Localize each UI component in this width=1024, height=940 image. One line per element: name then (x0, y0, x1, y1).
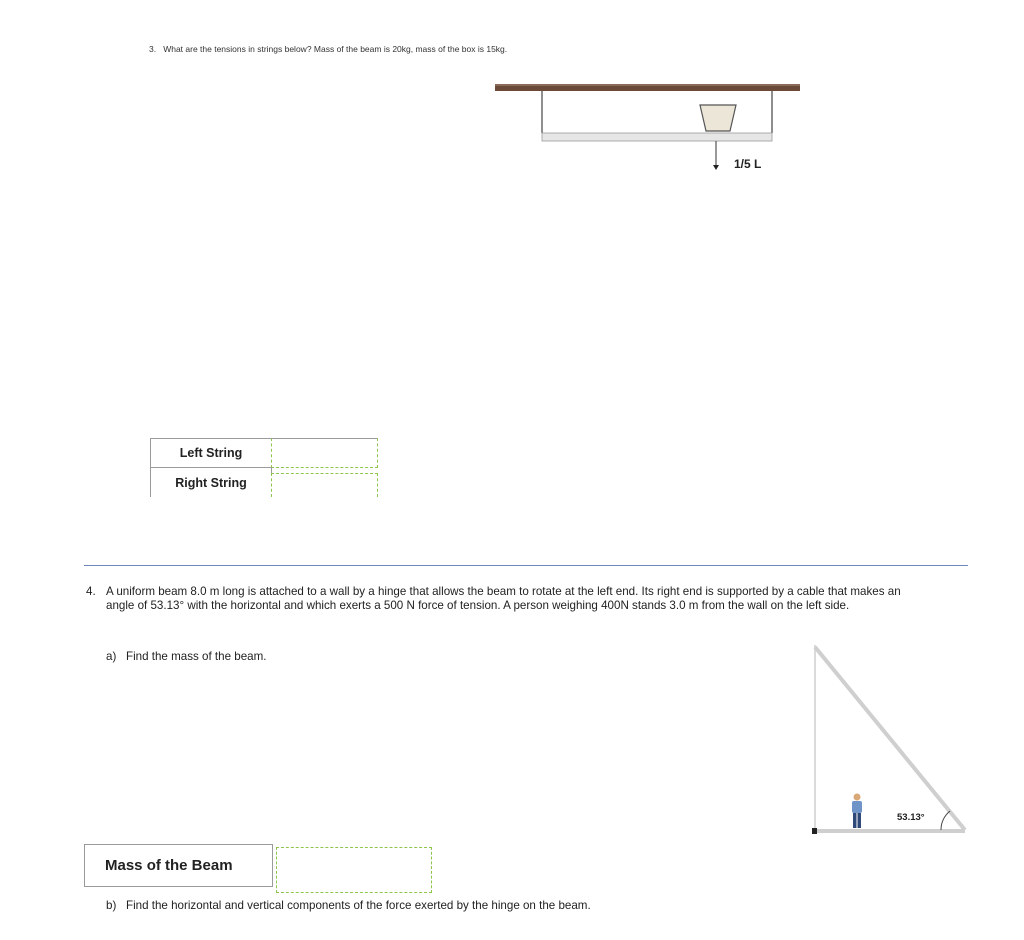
hanging-beam-diagram (480, 75, 800, 185)
distance-marker-arrow (713, 165, 719, 170)
beam (542, 133, 772, 141)
distance-label: 1/5 L (734, 157, 762, 171)
beam (815, 829, 965, 833)
part-a-prompt (106, 650, 266, 663)
left-string-label: Left String (150, 438, 272, 468)
angle-arc (941, 811, 950, 830)
right-string-label: Right String (150, 467, 272, 497)
question-4-prompt (86, 585, 916, 612)
question-3-text: What are the tensions in strings below? Mass of the beam is 20kg, mass of the box is 15kg. (163, 44, 508, 54)
question-4-number: 4. (86, 585, 96, 598)
section-divider (84, 565, 968, 566)
ceiling-highlight (495, 84, 800, 86)
person-icon (852, 794, 862, 829)
part-b-text: Find the horizontal and vertical components of the force exerted by the hinge on the beam. (125, 899, 591, 912)
part-a-marker: a) (106, 650, 117, 663)
right-string-answer-input[interactable] (271, 473, 378, 497)
hinge (812, 828, 817, 834)
mass-of-beam-answer-input[interactable] (276, 847, 432, 893)
angle-label: 53.13° (897, 812, 925, 823)
left-string-answer-input[interactable] (271, 438, 378, 468)
cable (815, 647, 965, 830)
question-4-text: A uniform beam 8.0 m long is attached to a wall by a hinge that allows the beam to rotate at the left end. Its right end is supported by a cable that makes an angle of 53.13° with the horizontal and which exerts a 500 N force of tension. A person weighing 400N stands 3.0 m from the wall on the left side. (106, 585, 901, 612)
part-b-prompt (106, 899, 591, 912)
part-a-text: Find the mass of the beam. (125, 650, 267, 663)
part-b-marker: b) (106, 899, 117, 912)
box (700, 105, 736, 131)
question-3-number: 3. (149, 44, 157, 54)
hinged-beam-diagram (800, 640, 972, 840)
mass-of-beam-label: Mass of the Beam (84, 844, 273, 887)
question-3-prompt (149, 44, 507, 54)
